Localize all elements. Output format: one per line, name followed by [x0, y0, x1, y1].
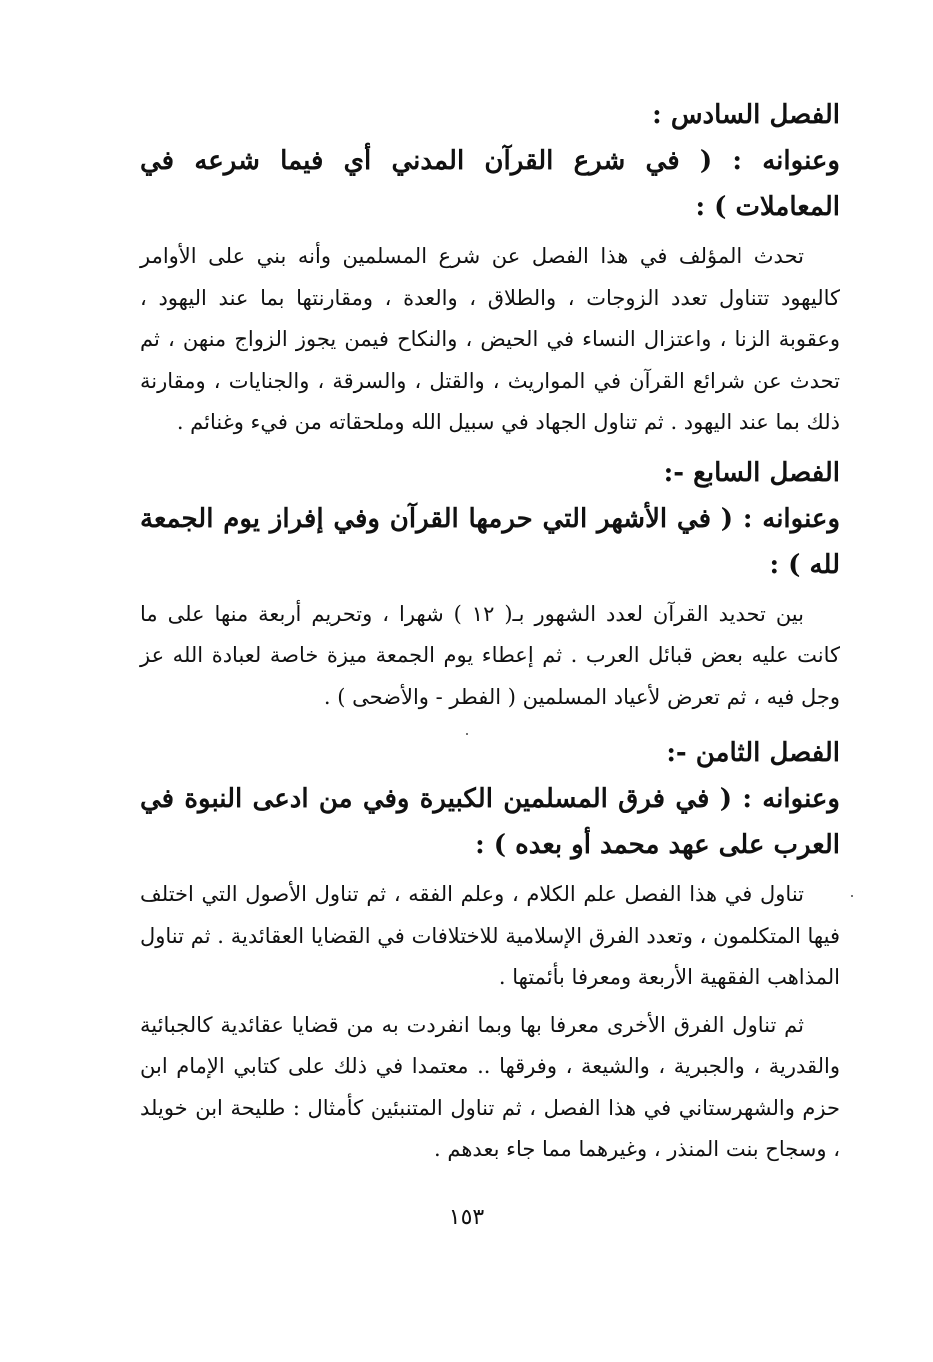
chapter-paragraph: بين تحديد القرآن لعدد الشهور بـ( ١٢ ) شهرا ، وتحريم أربعة منها على ما كانت عليه بعض قبائل العرب . ثم إعطاء يوم الجمعة ميزة خاصة لعبادة الله عز وجل فيه ، ثم تعرض لأعياد المسلمين ( الفطر - والأضحى ) . [140, 601, 840, 709]
chapter-title: وعنوانه : ( في شرع القرآن المدني أي فيما شرعه في المعاملات ) : [140, 146, 840, 222]
chapter-paragraph: تحدث المؤلف في هذا الفصل عن شرع المسلمين وأنه بني على الأوامر كاليهود تتناول تعدد الزوجات ، والطلاق ، والعدة ، ومقارنتها بما عند اليهود ، وعقوبة الزنا ، واعتزال النساء في الحيض ، والنكاح فيمن يجوز الزواج منهن ، ثم تحدث عن شرائع القرآن في المواريث ، والقتل ، والسرقة ، والجنايات ، ومقارنة ذلك بما عند اليهود . ثم تناول الجهاد في سبيل الله وملحقاته من فيء وغنائم . [140, 244, 840, 434]
section-chapter-6 [140, 92, 840, 444]
chapter-title: وعنوانه : ( في الأشهر التي حرمها القرآن وفي إفراز يوم الجمعة لله ) : [140, 503, 840, 580]
chapter-heading: الفصل السابع -: [663, 457, 840, 488]
page-content [140, 92, 840, 1177]
chapter-paragraph: تناول في هذا الفصل علم الكلام ، وعلم الفقه ، ثم تناول الأصول التي اختلف فيها المتكلمون ، وتعدد الفرق الإسلامية للاختلافات في القضايا العقائدية . ثم تناول المذاهب الفقهية الأربعة ومعرفا بأئمتها . [140, 882, 840, 989]
chapter-title: وعنوانه : ( في فرق المسلمين الكبيرة وفي من ادعى النبوة في العرب على عهد محمد أو بعده ) : [140, 784, 840, 860]
chapter-paragraph: ثم تناول الفرق الأخرى معرفا بها وبما انفردت به من قضايا عقائدية كالجبائية والقدرية ، والجبرية ، والشيعة ، وفرقها .. معتمدا في ذلك على كتابي الإمام ابن حزم والشهرستاني في هذا الفصل ، ثم تناول المتنبئين كأمثال : طليحة ابن خويلد ، وسجاح بنت المنذر ، وغيرهما مما جاء بعدهم . [140, 1012, 840, 1161]
scan-speck [851, 895, 853, 897]
scan-speck [466, 733, 468, 735]
chapter-heading: الفصل الثامن -: [666, 738, 840, 768]
section-chapter-8 [140, 730, 840, 1171]
chapter-heading: الفصل السادس : [652, 100, 840, 130]
section-chapter-7 [140, 450, 840, 719]
page-number: ١٥٣ [448, 1205, 485, 1230]
